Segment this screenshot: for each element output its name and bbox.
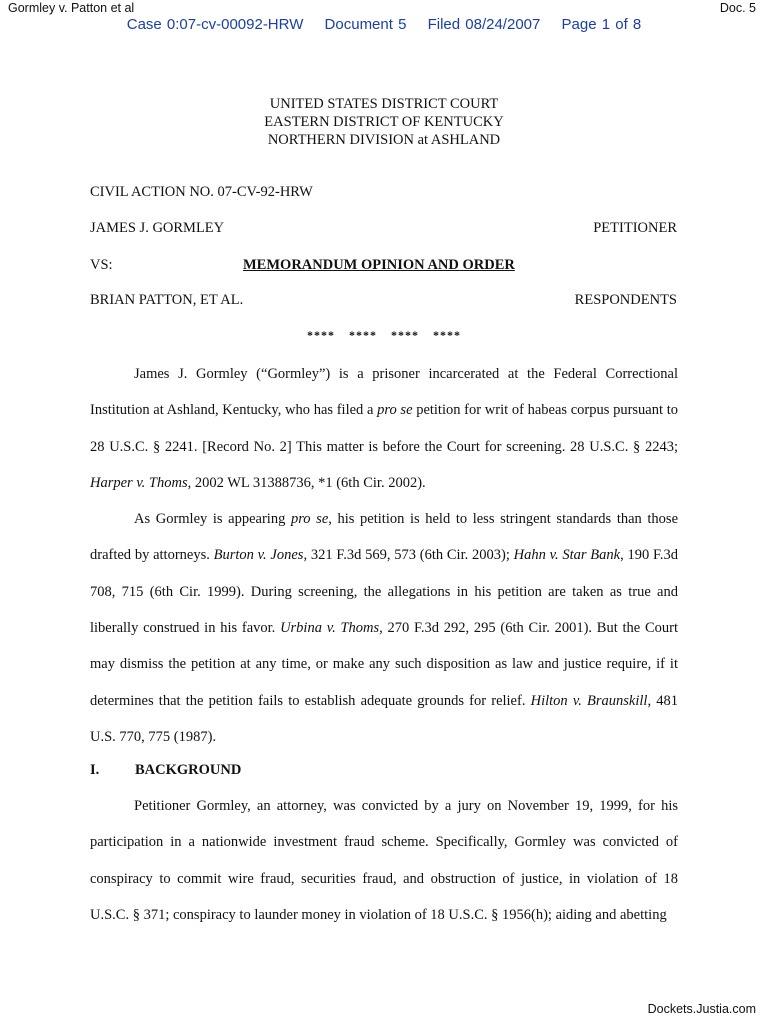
respondent-name: BRIAN PATTON, ET AL. [90,292,244,308]
civil-action-number: CIVIL ACTION NO. 07-CV-92-HRW [90,184,313,200]
page-indicator: Page 1 of 8 [561,16,642,33]
case-number: Case 0:07-cv-00092-HRW [126,16,304,33]
paragraph-intro: James J. Gormley (“Gormley”) is a prisoner incarcerated at the Federal Correctional Institution at Ashland, Kentucky, who has filed a pro se petition for writ of habeas corpus pursuant to 28 U.S.C. § 2241. [Record No. 2] This matter is before the Court for screening. 28 U.S.C. § 2243; Harper v. Thoms, 2002 WL 31388736, *1 (6th Cir. 2002). [90,366,678,491]
section-heading [90,762,241,779]
source-link[interactable]: Dockets.Justia.com [647,1002,756,1016]
court-heading [0,95,768,149]
respondent-role: RESPONDENTS [574,292,677,308]
section-title: BACKGROUND [135,762,242,778]
versus-label: VS: [90,257,113,273]
background-body [90,788,678,933]
case-title-link[interactable]: Gormley v. Patton et al [8,1,135,15]
doc-number-link[interactable]: Doc. 5 [719,1,756,15]
filing-header [0,16,768,33]
filed-date: Filed 08/24/2007 [427,16,541,33]
court-district: EASTERN DISTRICT OF KENTUCKY [264,114,504,130]
section-number: I. [90,762,100,778]
opinion-body [90,356,678,755]
paragraph-background: Petitioner Gormley, an attorney, was convicted by a jury on November 19, 1999, for his participation in a nationwide investment fraud scheme. Specifically, Gormley was convicted of conspiracy to commit wire fraud, securities fraud, and obstruction of justice, in violation of 18 U.S.C. § 371; conspiracy to launder money in violation of 18 U.S.C. § 1956(h); aiding and abetting [90,798,678,923]
petitioner-role: PETITIONER [593,220,677,236]
petitioner-name: JAMES J. GORMLEY [90,220,225,236]
court-name: UNITED STATES DISTRICT COURT [269,96,499,112]
paragraph-standard: As Gormley is appearing pro se, his petition is held to less stringent standards than those drafted by attorneys. Burton v. Jones, 321 F.3d 569, 573 (6th Cir. 2003); Hahn v. Star Bank, 190 F.3d 708, 715 (6th Cir. 1999). During screening, the allegations in his petition are taken as true and liberally construed in his favor. Urbina v. Thoms, 270 F.3d 292, 295 (6th Cir. 2001). But the Court may dismiss the petition at any time, or make any such disposition as law and justice require, if it determines that the petition fails to establish adequate grounds for relief. Hilton v. Braunskill, 481 U.S. 770, 775 (1987). [90,511,679,745]
caption-separator: **** **** **** **** [307,328,461,342]
document-number: Document 5 [324,16,407,33]
court-division: NORTHERN DIVISION at ASHLAND [267,132,501,148]
document-title: MEMORANDUM OPINION AND ORDER [243,257,515,273]
